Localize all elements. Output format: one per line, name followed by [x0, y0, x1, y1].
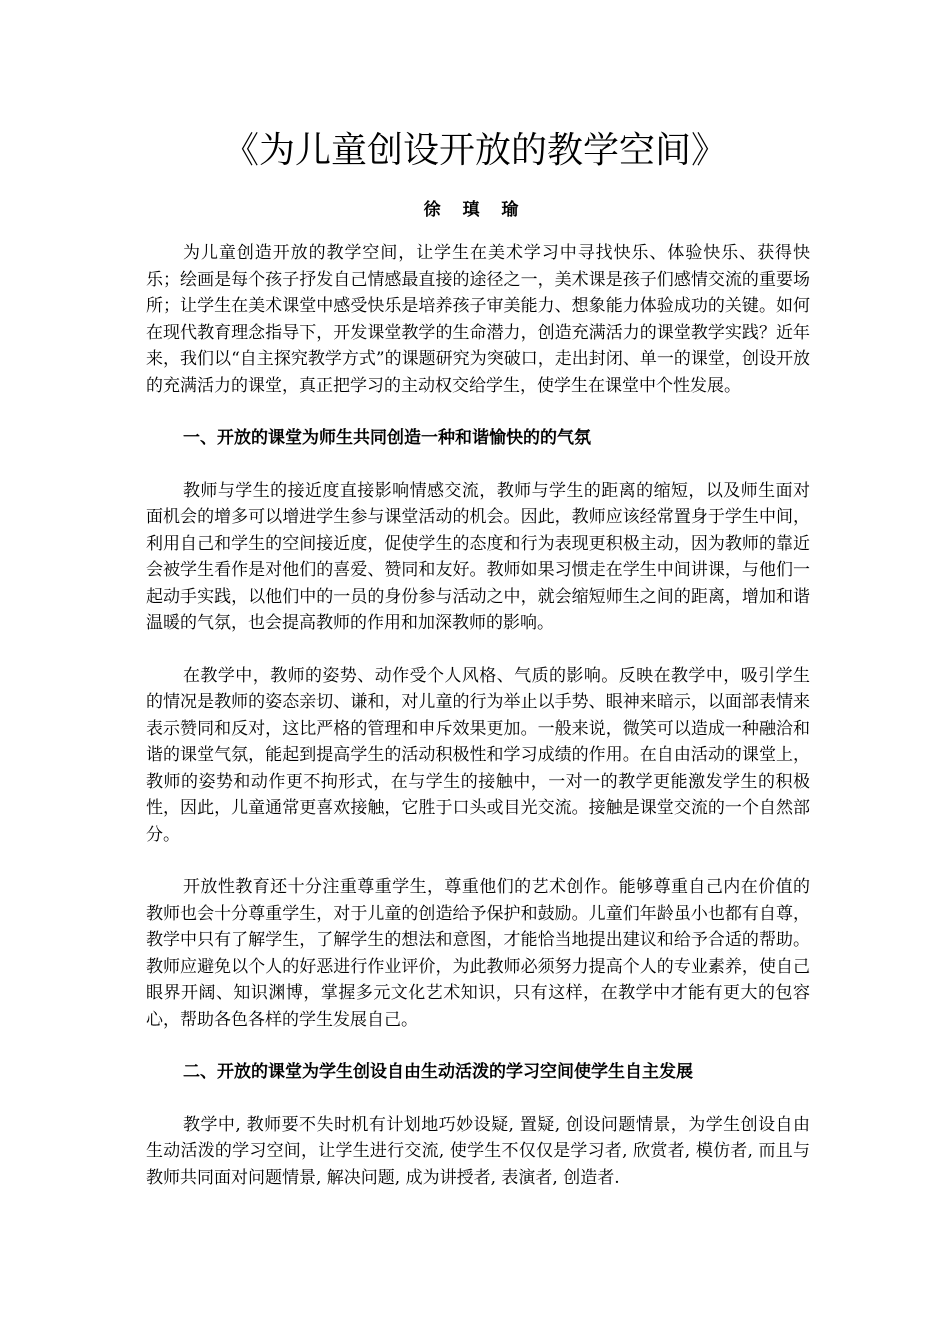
- section-heading-1: 一、开放的课堂为师生共同创造一种和谐愉快的的气氛: [183, 428, 591, 448]
- body-paragraph: 在教学中，教师的姿势、动作受个人风格、气质的影响。反映在教学中，吸引学生的情况是教师的姿态亲切、谦和，对儿童的行为举止以手势、眼神来暗示，以面部表情来表示赞同和反对，这比严格的管理和申斥效果更加。一般来说，微笑可以造成一种融洽和谐的课堂气氛，能起到提高学生的活动积极性和学习成绩的作用。在自由活动的课堂上，教师的姿势和动作更不拘形式，在与学生的接触中，一对一的教学更能激发学生的积极性，因此，儿童通常更喜欢接触，它胜于口头或目光交流。接触是课堂交流的一个自然部分。: [146, 665, 810, 845]
- document-title: 《为儿童创设开放的教学空间》: [222, 130, 727, 171]
- body-paragraph: 教师与学生的接近度直接影响情感交流，教师与学生的距离的缩短，以及师生面对面机会的增多可以增进学生参与课堂活动的机会。因此，教师应该经常置身于学生中间，利用自己和学生的空间接近度，促使学生的态度和行为表现更积极主动，因为教师的靠近会被学生看作是对他们的喜爱、赞同和友好。教师如果习惯走在学生中间讲课，与他们一起动手实践，以他们中的一员的身份参与活动之中，就会缩短师生之间的距离，增加和谐温暖的气氛，也会提高教师的作用和加深教师的影响。: [146, 480, 810, 633]
- document-body: [146, 240, 810, 1217]
- section-heading-2: 二、开放的课堂为学生创设自由生动活泼的学习空间使学生自主发展: [183, 1062, 693, 1082]
- intro-paragraph: 为儿童创造开放的教学空间，让学生在美术学习中寻找快乐、体验快乐、获得快乐；绘画是每个孩子抒发自己情感最直接的途径之一，美术课是孩子们感情交流的重要场所；让学生在美术课堂中感受快乐是培养孩子审美能力、想象能力体验成功的关键。如何在现代教育理念指导下，开发课堂教学的生命潜力，创造充满活力的课堂教学实践？近年来，我们以“自主探究教学方式”的课题研究为突破口，走出封闭、单一的课堂，创设开放的充满活力的课堂，真正把学习的主动权交给学生，使学生在课堂中个性发展。: [146, 243, 810, 396]
- body-paragraph: 开放性教育还十分注重尊重学生，尊重他们的艺术创作。能够尊重自己内在价值的教师也会十分尊重学生，对于儿童的创造给予保护和鼓励。儿童们年龄虽小也都有自尊，教学中只有了解学生，了解学生的想法和意图，才能恰当地提出建议和给予合适的帮助。教师应避免以个人的好恶进行作业评价，为此教师必须努力提高个人的专业素养，使自己眼界开阔、知识渊博，掌握多元文化艺术知识，只有这样，在教学中才能有更大的包容心，帮助各色各样的学生发展自己。: [146, 877, 810, 1030]
- body-paragraph: 教学中, 教师要不失时机有计划地巧妙设疑, 置疑, 创设问题情景，为学生创设自由生动活泼的学习空间，让学生进行交流, 使学生不仅仅是学习者, 欣赏者, 模仿者, 而且与教师共同面对问题情景, 解决问题, 成为讲授者, 表演者, 创造者.: [146, 1114, 810, 1188]
- document-author: 徐 瑱 瑜: [423, 200, 527, 220]
